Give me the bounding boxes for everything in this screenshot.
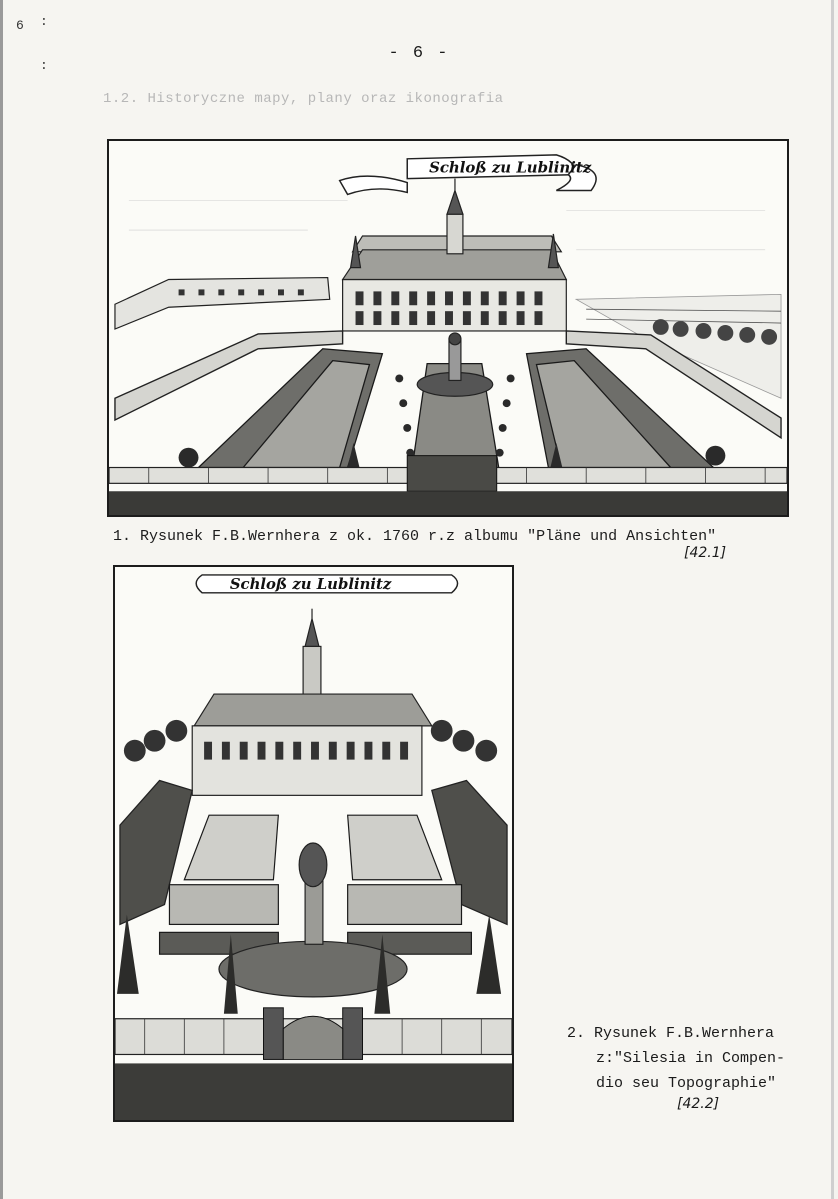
- figure-2-caption-line-1: 2. Rysunek F.B.Wernhera: [567, 1025, 775, 1042]
- banner-title-2: Schloß zu Lublinitz: [229, 574, 392, 593]
- banner-title-1: Schloß zu Lublinitz: [429, 158, 592, 177]
- section-heading: 1.2. Historyczne mapy, plany oraz ikonografia: [103, 91, 504, 107]
- gate-pillar-left: [264, 1008, 284, 1060]
- main-gate: [407, 456, 496, 492]
- figure-1-engraving: [107, 139, 789, 517]
- main-gate-2: [283, 1016, 342, 1059]
- figure-1-reference: [42.1]: [684, 545, 727, 561]
- gate-pillar-right: [343, 1008, 363, 1060]
- figure-2-caption-line-2: z:"Silesia in Compen-: [596, 1050, 786, 1067]
- castle-frontal-drawing: [115, 567, 512, 1120]
- page-number: - 6 -: [388, 44, 450, 63]
- figure-1-caption: 1. Rysunek F.B.Wernhera z ok. 1760 r.z albumu "Pläne und Ansichten": [113, 528, 717, 545]
- figure-2-reference: [42.2]: [677, 1096, 720, 1112]
- margin-mark-top: 6: [16, 18, 24, 33]
- margin-mark-dot: :: [40, 14, 48, 29]
- figure-2-caption-line-3: dio seu Topographie": [596, 1075, 777, 1092]
- castle-perspective-drawing: [109, 141, 787, 515]
- margin-mark-dot-2: :: [40, 58, 48, 73]
- figure-2-engraving: [113, 565, 514, 1122]
